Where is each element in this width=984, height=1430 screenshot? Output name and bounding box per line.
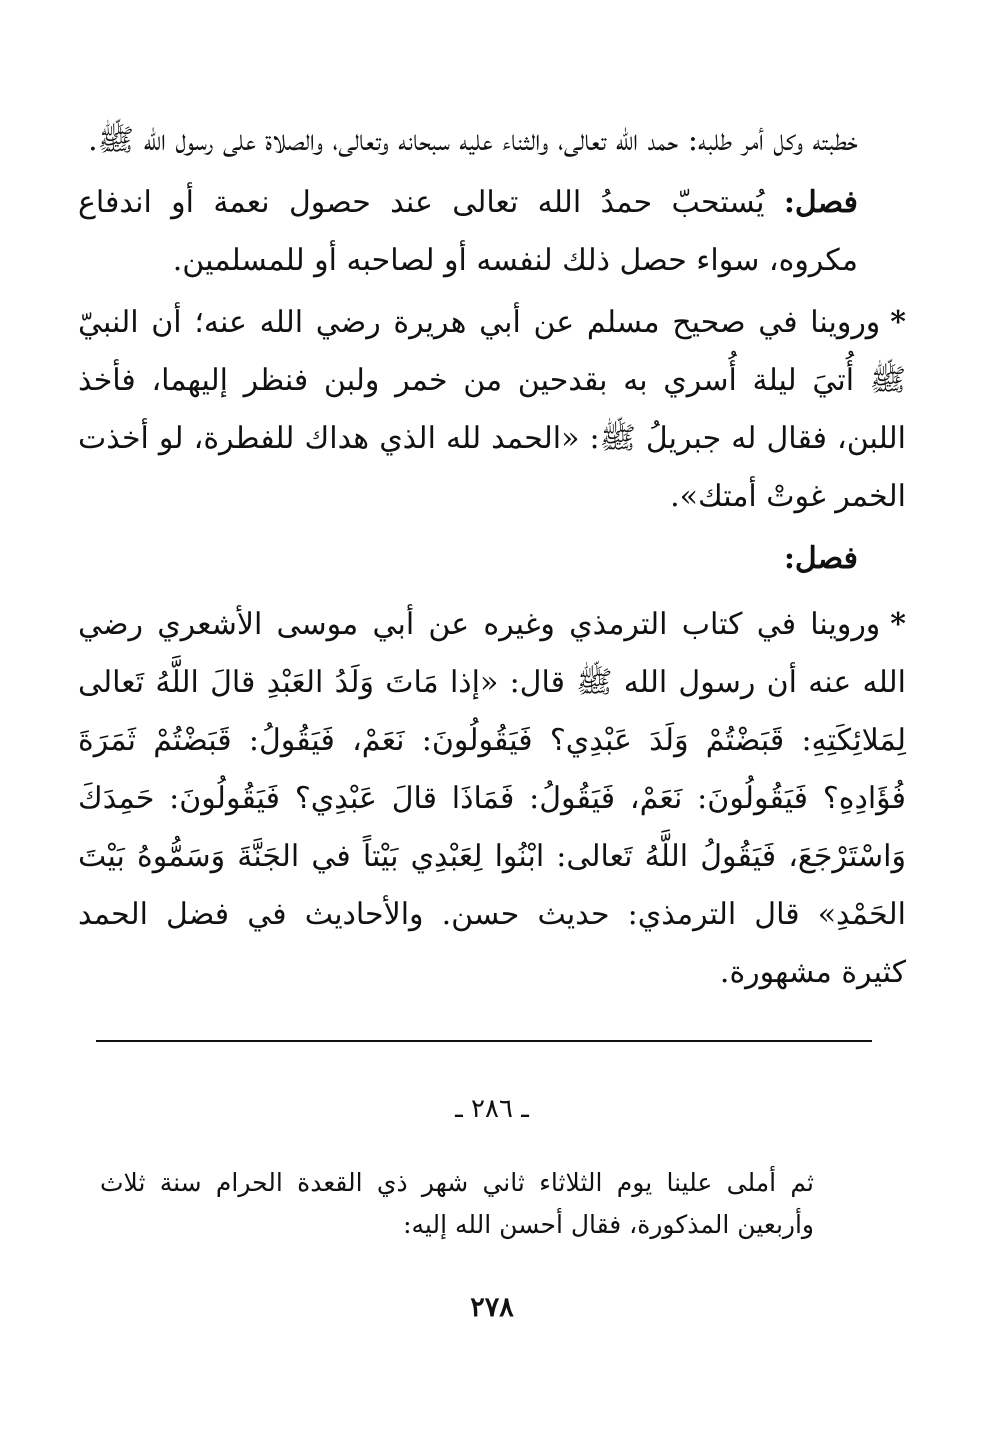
paragraph-hadith-muslim-text: وروينا في صحيح مسلم عن أبي هريرة رضي الله عنه؛ أن النبيّ ﷺ أُتيَ ليلة أُسري به بقدحين من خمر ولبن فنظر إليهما، فأخذ اللبن، فقال له جبريلُ ﷺ: «الحمد لله الذي هداك للفطرة، لو أخذت الخمر غوتْ أمتك». [78, 305, 906, 514]
paragraph-intro-text: خطبته وكل أمر طلبه: حمد الله تعالى، والثناء عليه سبحانه وتعالى، والصلاة على رسول الله ﷺ. [88, 123, 858, 158]
section-heading: فصل: [783, 541, 858, 576]
page-number: ٢٧٨ [470, 1292, 514, 1323]
footnote-text: ثم أملى علينا يوم الثلاثاء ثاني شهر ذي القعدة الحرام سنة ثلاث وأربعين المذكورة، فقال أحسن الله إليه: [100, 1168, 814, 1239]
section-page-number: ـ ٢٨٦ ـ [455, 1094, 529, 1124]
footnote-divider [96, 1040, 872, 1042]
paragraph-intro [78, 112, 906, 170]
section-term: فصل: [783, 185, 858, 220]
paragraph-hadith-tirmidhi-text: وروينا في كتاب الترمذي وغيره عن أبي موسى الأشعري رضي الله عنه أن رسول الله ﷺ قال: «إذا مَاتَ وَلَدُ العَبْدِ قالَ اللَّهُ تَعالى لِمَلائِكَتِهِ: قَبَضْتُمْ وَلَدَ عَبْدِي؟ فَيَقُولُونَ: نَعَمْ، فَيَقُولُ: قَبَضْتُمْ ثَمَرَةَ فُؤَادِهِ؟ فَيَقُولُونَ: نَعَمْ، فَيَقُولُ: فَمَاذَا قالَ عَبْدِي؟ فَيَقُولُونَ: حَمِدَكَ وَاسْتَرْجَعَ، فَيَقُولُ اللَّهُ تَعالى: ابْنُوا لِعَبْدِي بَيْتاً في الجَنَّةَ وَسَمُّوهُ بَيْتَ الحَمْدِ» قال الترمذي: حديث حسن. والأحاديث في فضل الحمد كثيرة مشهورة. [78, 607, 906, 990]
paragraph-fasl-hamd-text: يُستحبّ حمدُ الله تعالى عند حصول نعمة أو اندفاع مكروه، سواء حصل ذلك لنفسه أو لصاحبه أو للمسلمين. [78, 185, 858, 278]
asterisk-marker: * [890, 607, 906, 642]
asterisk-marker: * [890, 305, 906, 340]
paragraph-hadith-muslim [78, 294, 906, 526]
paragraph-fasl-hamd [78, 174, 906, 290]
main-text [78, 112, 906, 1006]
paragraph-hadith-tirmidhi [78, 596, 906, 1002]
